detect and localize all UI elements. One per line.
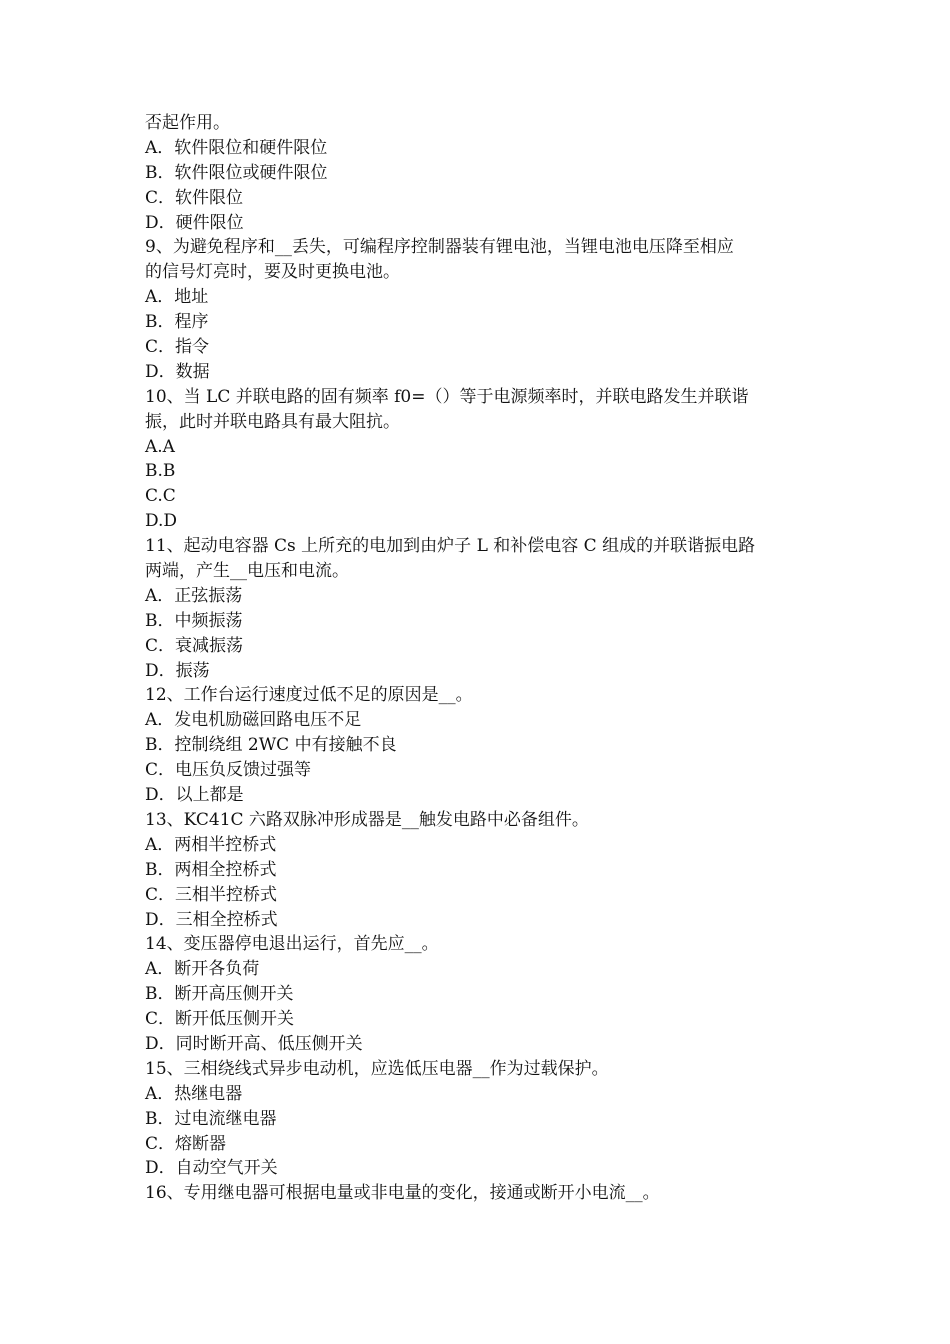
option-d: D．同时断开高、低压侧开关 (145, 1033, 363, 1054)
option-c: C．衰减振荡 (145, 635, 244, 656)
option-c: C．熔断器 (145, 1133, 227, 1154)
option-d: D．振荡 (145, 660, 210, 681)
option-c: C．软件限位 (145, 187, 244, 208)
option-a: A.A (145, 436, 175, 457)
option-a: A．地址 (145, 287, 209, 308)
option-b: B．程序 (145, 312, 209, 333)
question-11-line-2: 两端，产生__电压和电流。 (145, 561, 349, 582)
option-a: A．热继电器 (145, 1083, 243, 1104)
option-c: C．指令 (145, 337, 210, 358)
option-b: B.B (145, 461, 176, 482)
option-c: C．断开低压侧开关 (145, 1009, 295, 1030)
option-d: D.D (145, 511, 178, 532)
option-a: A．断开各负荷 (145, 959, 260, 980)
question-10-line-1: 10、当 LC 并联电路的固有频率 f0=（）等于电源频率时，并联电路发生并联谐 (145, 386, 749, 407)
option-c: C．三相半控桥式 (145, 884, 278, 905)
question-9-line-2: 的信号灯亮时，要及时更换电池。 (145, 262, 400, 283)
option-d: D．自动空气开关 (145, 1158, 278, 1179)
option-b: B．断开高压侧开关 (145, 984, 294, 1005)
option-d: D．硬件限位 (145, 212, 244, 233)
option-b: B．软件限位或硬件限位 (145, 162, 328, 183)
option-d: D．数据 (145, 361, 210, 382)
question-9-line-1: 9、为避免程序和__丢失，可编程序控制器装有锂电池，当锂电池电压降至相应 (145, 237, 734, 258)
option-d: D．三相全控桥式 (145, 909, 278, 930)
document-page (145, 111, 815, 1206)
option-b: B．过电流继电器 (145, 1108, 277, 1129)
option-b: B．中频振荡 (145, 610, 243, 631)
question-14: 14、变压器停电退出运行，首先应__。 (145, 934, 439, 955)
option-c: C.C (145, 486, 176, 507)
text-line: 否起作用。 (145, 113, 230, 133)
question-13: 13、KC41C 六路双脉冲形成器是__触发电路中必备组件。 (145, 809, 589, 830)
option-b: B．两相全控桥式 (145, 859, 277, 880)
option-d: D．以上都是 (145, 785, 244, 806)
option-a: A．发电机励磁回路电压不足 (145, 710, 362, 731)
question-12: 12、工作台运行速度过低不足的原因是__。 (145, 685, 473, 706)
option-a: A．软件限位和硬件限位 (145, 137, 328, 158)
question-10-line-2: 振，此时并联电路具有最大阻抗。 (145, 411, 400, 432)
question-15: 15、三相绕线式异步电动机，应选低压电器__作为过载保护。 (145, 1058, 609, 1079)
option-c: C．电压负反馈过强等 (145, 760, 312, 781)
option-a: A．两相半控桥式 (145, 834, 277, 855)
option-b: B．控制绕组 2WC 中有接触不良 (145, 735, 397, 756)
question-11-line-1: 11、起动电容器 Cs 上所充的电加到由炉子 L 和补偿电容 C 组成的并联谐振电路 (145, 536, 756, 557)
option-a: A．正弦振荡 (145, 585, 243, 606)
question-16: 16、专用继电器可根据电量或非电量的变化，接通或断开小电流__。 (145, 1183, 660, 1204)
